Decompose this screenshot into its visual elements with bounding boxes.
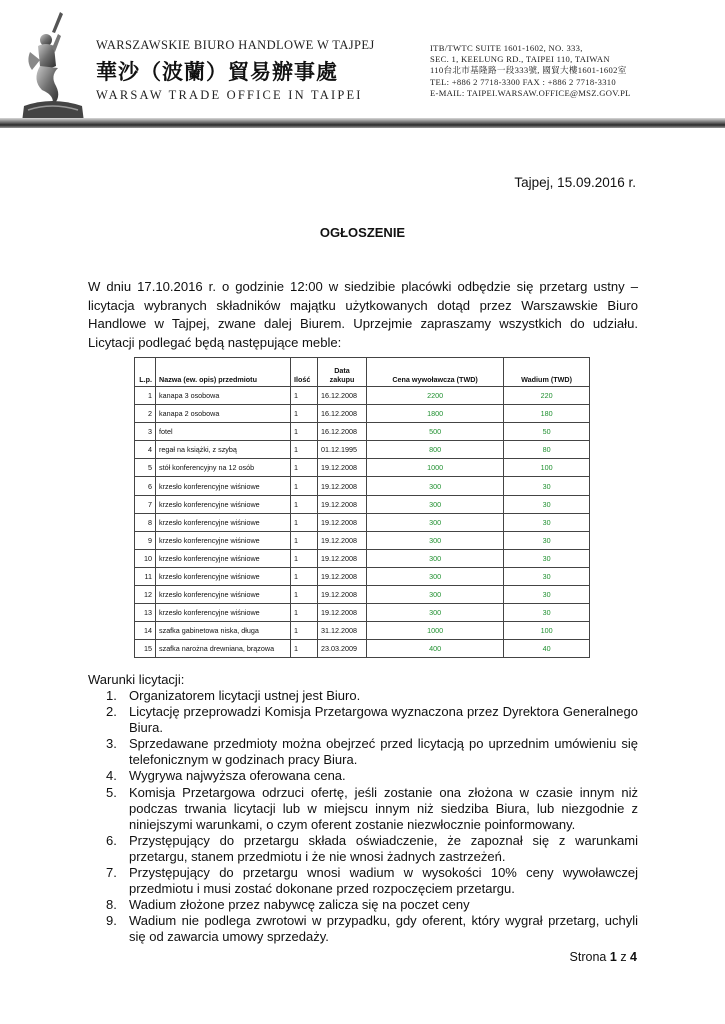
conditions-list [88,688,638,946]
cell-date: 19.12.2008 [318,531,367,549]
cell-date: 19.12.2008 [318,495,367,513]
cell-date: 19.12.2008 [318,477,367,495]
condition-text: Komisja Przetargowa odrzuci ofertę, jeśli zostanie ona złożona w czasie innym niż podczas trwania licytacji lub w miejscu innym niż siedziba Biura, lub niezgodnie z niniejszymi warunkami, o czym oferent zostanie niezwłocznie poinformowany. [129,784,638,832]
cell-deposit: 100 [504,622,590,640]
cell-qty: 1 [291,477,318,495]
header-name: Nazwa (ew. opis) przedmiotu [156,358,291,387]
cell-name: szafka narożna drewniana, brązowa [156,640,291,658]
mermaid-statue-logo [22,10,84,122]
condition-item [88,833,638,865]
condition-text: Licytację przeprowadzi Komisja Przetargowa wyznaczona przez Dyrektora Generalnego Biura. [129,704,638,736]
letterhead-name-pl: WARSZAWSKIE BIURO HANDLOWE W TAJPEJ [96,38,375,52]
condition-text: Sprzedawane przedmioty można obejrzeć przed licytacją po uprzednim umówieniu się telefonicznym w godzinach pracy Biura. [129,736,638,768]
cell-date: 19.12.2008 [318,604,367,622]
cell-qty: 1 [291,640,318,658]
table-row [135,477,590,495]
table-row [135,405,590,423]
table-row [135,387,590,405]
condition-item [88,768,638,784]
cell-lp: 12 [135,586,156,604]
table-row [135,640,590,658]
condition-text: Wadium złożone przez nabywcę zalicza się na poczet ceny [129,897,470,913]
cell-lp: 2 [135,405,156,423]
cell-lp: 9 [135,531,156,549]
letterhead-name-cn: 華沙（波蘭）貿易辦事處 [96,60,338,84]
header-lp: L.p. [135,358,156,387]
cell-deposit: 30 [504,604,590,622]
cell-price: 400 [367,640,504,658]
cell-deposit: 180 [504,405,590,423]
cell-qty: 1 [291,586,318,604]
table-row [135,586,590,604]
letterhead-address [430,43,690,99]
cell-qty: 1 [291,549,318,567]
condition-number: 3. [106,736,117,752]
table-row [135,459,590,477]
condition-text: Przystępujący do przetargu składa oświadczenie, że zapoznał się z warunkami przetargu, stanem przedmiotu i że nie wnosi żadnych zastrzeżeń. [129,832,638,864]
cell-price: 300 [367,477,504,495]
condition-text: Organizatorem licytacji ustnej jest Biuro. [129,688,361,703]
cell-price: 300 [367,567,504,585]
table-row [135,531,590,549]
table-row [135,604,590,622]
cell-price: 300 [367,531,504,549]
letterhead [0,0,725,130]
cell-deposit: 100 [504,459,590,477]
cell-name: szafka gabinetowa niska, długa [156,622,291,640]
condition-number: 4. [106,768,117,784]
condition-item [88,704,638,736]
cell-name: kanapa 3 osobowa [156,387,291,405]
cell-lp: 5 [135,459,156,477]
cell-lp: 13 [135,604,156,622]
cell-deposit: 80 [504,441,590,459]
cell-date: 01.12.1995 [318,441,367,459]
page-label: Strona [569,950,607,964]
cell-date: 19.12.2008 [318,549,367,567]
cell-lp: 10 [135,549,156,567]
condition-number: 7. [106,865,117,881]
cell-qty: 1 [291,459,318,477]
table-row [135,423,590,441]
condition-text: Wygrywa najwyższa oferowana cena. [129,768,346,784]
cell-price: 800 [367,441,504,459]
cell-price: 300 [367,586,504,604]
cell-price: 300 [367,604,504,622]
condition-item [88,736,638,768]
cell-price: 500 [367,423,504,441]
condition-item [88,865,638,897]
document-title: OGŁOSZENIE [319,225,406,240]
cell-date: 16.12.2008 [318,423,367,441]
table-row [135,549,590,567]
page-number [520,950,637,964]
cell-lp: 7 [135,495,156,513]
cell-name: krzesło konferencyjne wiśniowe [156,513,291,531]
cell-deposit: 40 [504,640,590,658]
total-pages: 4 [630,950,637,964]
header-date: Data zakupu [318,358,367,387]
table-header-row [135,358,590,387]
current-page: 1 [609,950,617,964]
condition-item [88,688,638,704]
cell-date: 23.03.2009 [318,640,367,658]
cell-lp: 8 [135,513,156,531]
letterhead-name-en: WARSAW TRADE OFFICE IN TAIPEI [96,88,363,102]
condition-number: 1. [106,688,117,703]
cell-name: stół konferencyjny na 12 osób [156,459,291,477]
cell-date: 19.12.2008 [318,459,367,477]
cell-date: 31.12.2008 [318,622,367,640]
header-deposit: Wadium (TWD) [504,358,590,387]
cell-deposit: 30 [504,567,590,585]
condition-item [88,913,638,945]
cell-date: 19.12.2008 [318,513,367,531]
address-line: ITB/TWTC SUITE 1601-1602, NO. 333, [430,43,583,53]
cell-name: krzesło konferencyjne wiśniowe [156,477,291,495]
table-row [135,513,590,531]
condition-number: 9. [106,913,117,929]
address-line: SEC. 1, KEELUNG RD., TAIPEI 110, TAIWAN [430,54,610,65]
cell-date: 16.12.2008 [318,387,367,405]
letterhead-divider [0,118,725,128]
table-row [135,495,590,513]
address-phone: TEL: +886 2 7718-3300 FAX : +886 2 7718-3310 [430,76,617,87]
address-email: E-MAIL: TAIPEI.WARSAW.OFFICE@MSZ.GOV.PL [430,87,631,98]
cell-lp: 15 [135,640,156,658]
intro-paragraph: W dniu 17.10.2016 r. o godzinie 12:00 w siedzibie placówki odbędzie się przetarg ustny – licytacja wybranych składników majątku użytkowanych dotąd przez Warszawskie Biuro Handlowe w Tajpej, zwane dalej Biurem. Uprzejmie zapraszamy wszystkich do udziału. Licytacji podlegać będą następujące meble: [88,279,638,350]
cell-name: krzesło konferencyjne wiśniowe [156,549,291,567]
cell-qty: 1 [291,387,318,405]
items-table [134,357,590,658]
cell-deposit: 30 [504,531,590,549]
condition-item [88,897,638,913]
conditions-heading: Warunki licytacji: [88,672,185,687]
header-qty: Ilość [291,358,318,387]
condition-number: 2. [106,704,117,720]
cell-lp: 14 [135,622,156,640]
cell-price: 1000 [367,622,504,640]
cell-qty: 1 [291,495,318,513]
cell-lp: 1 [135,387,156,405]
condition-number: 5. [106,784,117,800]
cell-date: 19.12.2008 [318,586,367,604]
cell-date: 16.12.2008 [318,405,367,423]
cell-lp: 3 [135,423,156,441]
cell-deposit: 30 [504,495,590,513]
header-price: Cena wywoławcza (TWD) [367,358,504,387]
condition-text: Przystępujący do przetargu wnosi wadium w wysokości 10% ceny wywoławczej przedmiotu i musi zostać dokonane przed rozpoczęciem przetargu. [129,865,638,897]
cell-qty: 1 [291,513,318,531]
cell-name: krzesło konferencyjne wiśniowe [156,586,291,604]
cell-lp: 6 [135,477,156,495]
cell-name: krzesło konferencyjne wiśniowe [156,531,291,549]
cell-price: 2200 [367,387,504,405]
cell-qty: 1 [291,567,318,585]
cell-name: krzesło konferencyjne wiśniowe [156,495,291,513]
cell-deposit: 30 [504,549,590,567]
cell-deposit: 30 [504,586,590,604]
document-date: Tajpej, 15.09.2016 r. [514,175,636,190]
page-of: z [620,950,627,964]
table-row [135,567,590,585]
cell-price: 300 [367,549,504,567]
address-line: 110台北市基隆路一段333號, 國貿大樓1601-1602室 [430,65,627,76]
cell-price: 300 [367,513,504,531]
cell-qty: 1 [291,604,318,622]
table-row [135,622,590,640]
condition-item [88,785,638,833]
condition-number: 6. [106,832,117,848]
cell-price: 1000 [367,459,504,477]
condition-text: Wadium nie podlega zwrotowi w przypadku, gdy oferent, który wygrał przetarg, uchyli się od zawarcia umowy sprzedaży. [129,913,638,945]
cell-price: 300 [367,495,504,513]
cell-lp: 4 [135,441,156,459]
cell-qty: 1 [291,423,318,441]
cell-lp: 11 [135,567,156,585]
cell-deposit: 50 [504,423,590,441]
cell-name: fotel [156,423,291,441]
cell-name: krzesło konferencyjne wiśniowe [156,604,291,622]
cell-qty: 1 [291,531,318,549]
cell-name: regał na książki, z szybą [156,441,291,459]
cell-qty: 1 [291,405,318,423]
cell-name: krzesło konferencyjne wiśniowe [156,567,291,585]
cell-qty: 1 [291,622,318,640]
cell-deposit: 30 [504,513,590,531]
cell-deposit: 30 [504,477,590,495]
cell-qty: 1 [291,441,318,459]
cell-name: kanapa 2 osobowa [156,405,291,423]
cell-date: 19.12.2008 [318,567,367,585]
cell-deposit: 220 [504,387,590,405]
cell-price: 1800 [367,405,504,423]
table-row [135,441,590,459]
condition-number: 8. [106,897,117,913]
